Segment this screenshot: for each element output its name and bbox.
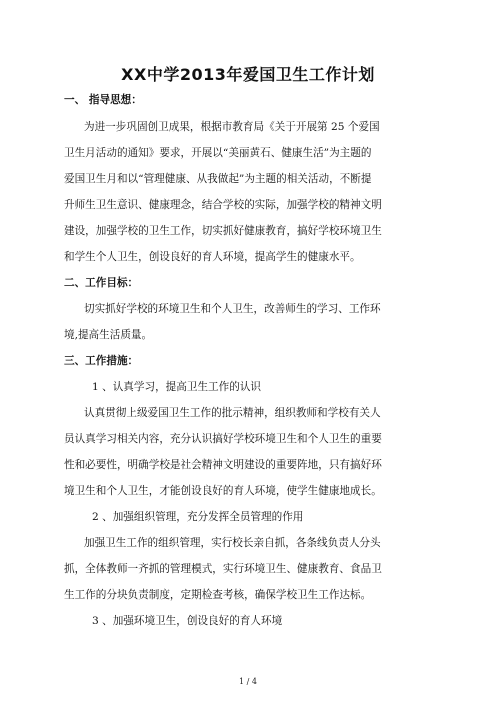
paragraph-line: 卫生月活动的通知》要求，开展以“美丽黄石、健康生活”为主题的 [64,147,372,159]
subheading-environment: 3 、加强环境卫生，创设良好的育人环境 [92,615,283,627]
subheading-organization: 2 、加强组织管理，充分发挥全员管理的作用 [92,511,304,523]
subheading-study: 1 、认真学习，提高卫生工作的认识 [92,381,262,393]
paragraph-line: 境,提高生活质量。 [64,329,153,341]
document-title: XX中学2013年爱国卫生工作计划 [121,65,375,84]
paragraph-line: 建设，加强学校的卫生工作，切实抓好健康教育，搞好学校环境卫生 [64,225,382,237]
paragraph-line: 加强卫生工作的组织管理，实行校长亲自抓，各条线负责人分头 [84,537,381,549]
section-heading-guiding-thought: 一、 指导思想： [64,94,142,106]
paragraph-line: 性和必要性，明确学校是社会精神文明建设的重要阵地，只有搞好环 [64,459,382,471]
page-number: 1 / 4 [239,677,257,686]
paragraph-line: 生工作的分块负责制度，定期检查考核，确保学校卫生工作达标。 [64,589,372,601]
paragraph-line: 员认真学习相关内容，充分认识搞好学校环境卫生和个人卫生的重要 [64,433,382,445]
paragraph-line: 切实抓好学校的环境卫生和个人卫生，改善师生的学习、工作环 [84,303,381,315]
paragraph-line: 爱国卫生月和以“管理健康、从我做起”为主题的相关活动，不断提 [64,173,372,185]
section-heading-work-goals: 二、工作目标： [64,277,139,289]
paragraph-line: 和学生个人卫生，创设良好的育人环境，提高学生的健康水平。 [64,251,361,263]
paragraph-line: 抓，全体教师一齐抓的管理模式，实行环境卫生、健康教育、食品卫 [64,563,382,575]
section-heading-work-measures: 三、工作措施： [64,355,139,367]
paragraph-line: 境卫生和个人卫生，才能创设良好的育人环境，使学生健康地成长。 [64,485,382,497]
paragraph-line: 升师生卫生意识、健康理念，结合学校的实际，加强学校的精神文明 [64,199,382,211]
paragraph-line: 认真贯彻上级爱国卫生工作的批示精神，组织教师和学校有关人 [84,407,381,419]
paragraph-line: 为进一步巩固创卫成果，根据市教育局《关于开展第 25 个爱国 [84,121,380,133]
